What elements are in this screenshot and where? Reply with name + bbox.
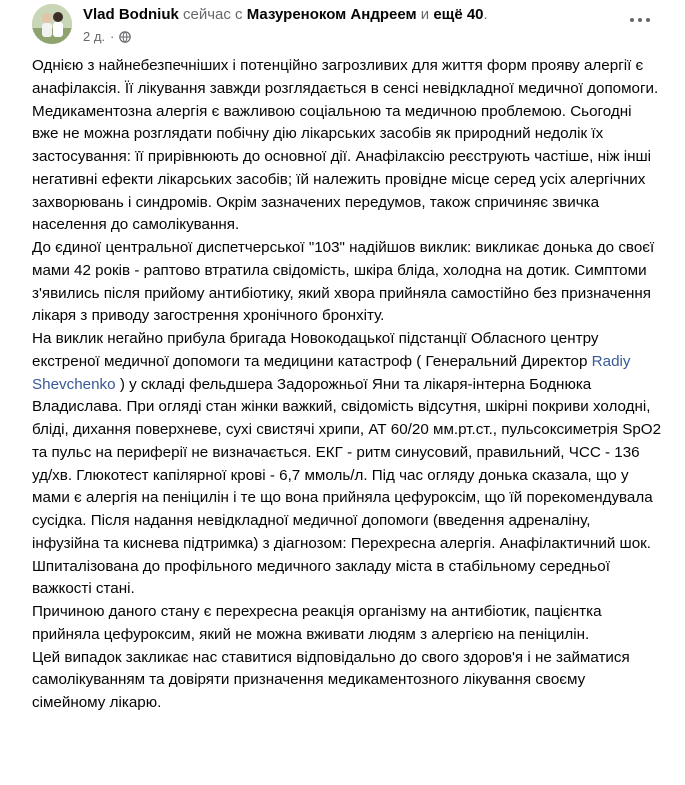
paragraph-4 bbox=[32, 328, 662, 601]
author-line bbox=[83, 6, 488, 24]
period-text: . bbox=[483, 6, 488, 23]
post-text bbox=[32, 55, 662, 715]
avatar-image bbox=[32, 4, 72, 44]
more-options-icon bbox=[630, 18, 634, 22]
post-header bbox=[0, 0, 685, 54]
post-time[interactable]: 2 д. bbox=[83, 29, 106, 44]
conjunction-text: и bbox=[420, 6, 430, 23]
paragraph-6: Цей випадок закликає нас ставитися відповідально до свого здоров'я і не займатися самолікуванням та довіряти призначення медикаментозного лікування своєму сімейному лікарю. bbox=[32, 648, 630, 711]
mention-link[interactable]: Radiy Shevchenko bbox=[32, 352, 631, 393]
paragraph-4-end: ) у складі фельдшера Задорожньої Яни та лікаря-інтерна Боднюка Владислава. При огляді стан жінки важкий, свідомість відсутня, шкірні покриви холодні, бліді, дихання поверхневе, сухі свистячі хрипи, АТ 60/20 мм.рт.ст., пульсоксиметрія SpO2 та пульс на периферії не визначається. ЕКГ - ритм синусовий, правильний, ЧСС - 136 уд/хв. Глюкотест капілярної крові - 6,7 ммоль/л. Під час огляду донька сказала, що у мами є алергія на пеніцилін і те що вона прийняла цефуроксім, що їй порекомендувала сусідка. Після надання невідкладної медичної допомоги (введення адреналіну, інфузійна та киснева підтримка) з діагнозом: Перехресна алергія. Анафілактичний шок. Шпиталізована до профільного медичного закладу міста в стабільному середньої важкості стані. bbox=[32, 375, 662, 598]
others-link[interactable]: ещё 40 bbox=[433, 6, 484, 23]
paragraph-5: Причиною даного стану є перехресна реакція організму на антибіотик, пацієнтка прийняла цефуроксим, який не можна вживати людям з алергією на пеніцилін. bbox=[32, 603, 602, 643]
more-options-button[interactable] bbox=[623, 8, 657, 32]
paragraph-2: Медикаментозна алергія є важливою соціальною та медичною проблемою. Сьогодні вже не можна розглядати побічну дію лікарських засобів як природний недолік їх застосування: її прирівнюють до основної дії. Анафілаксію реєструють частіше, ніж інші негативні ефекти лікарських засобів; їй належить провідне місце серед усіх алергічних захворювань і синдромів. Окрім зазначених передумов, також спричиняє звичка населення до самолікування. bbox=[32, 102, 652, 234]
paragraph-3: До єдиної центральної диспетчерської "103" надійшов виклик: викликає донька до своєї мами 42 років - раптово втратила свідомість, шкіра бліда, холодна на дотик. Симптоми з'явились після прийому антибіотику, який хвора прийняла самостійно без призначення лікаря з приводу загострення хронічного бронхіту. bbox=[32, 239, 655, 325]
globe-icon[interactable] bbox=[119, 31, 131, 43]
post-meta bbox=[83, 29, 131, 45]
paragraph-4-start: На виклик негайно прибула бригада Новокодацької підстанції Обласного центру екстреної медичної допомоги та медицини катастроф ( Генеральний Директор bbox=[32, 330, 599, 370]
paragraph-1: Однією з найнебезпечніших і потенційно загрозливих для життя форм прояву алергії є анафілаксія. Її лікування завжди розглядається в сенсі невідкладної медичної допомоги. bbox=[32, 57, 659, 97]
author-name[interactable]: Vlad Bodniuk bbox=[83, 6, 179, 23]
tagged-person-link[interactable]: Мазуреноком Андреем bbox=[246, 6, 417, 23]
meta-separator: · bbox=[110, 29, 115, 44]
avatar[interactable] bbox=[32, 4, 72, 44]
status-text: сейчас с bbox=[183, 6, 243, 23]
